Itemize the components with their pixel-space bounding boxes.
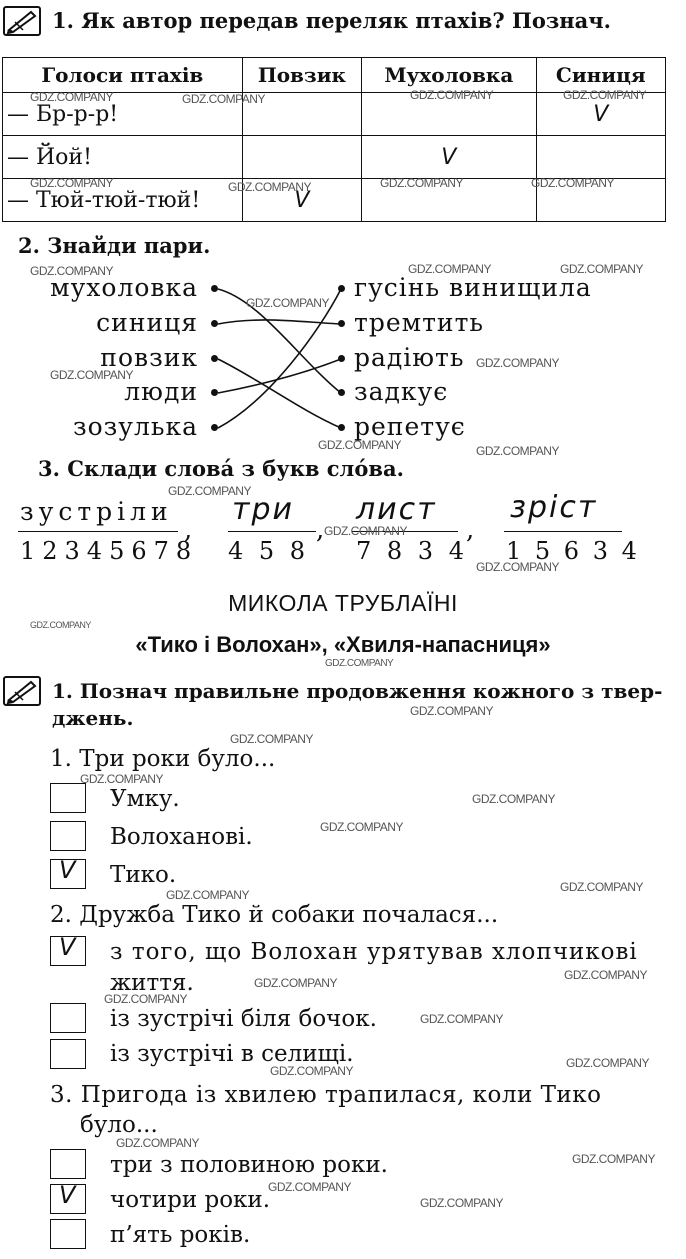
answer-underline [504, 531, 622, 532]
option-text: Волоханові. [110, 824, 253, 850]
checkbox[interactable] [50, 1039, 86, 1069]
watermark: GDZ.COMPANY [476, 444, 559, 458]
watermark: GDZ.COMPANY [228, 180, 311, 194]
checkbox[interactable] [50, 1149, 86, 1179]
checkbox[interactable] [50, 1181, 86, 1214]
watermark: GDZ.COMPANY [50, 368, 133, 382]
answer-word: зріст [510, 490, 598, 525]
question: 3. Пригода із хвилею трапилася, коли Тико [50, 1082, 602, 1108]
right-word: репетує [354, 412, 466, 441]
source-underline [18, 531, 178, 532]
mark-cell[interactable]: V [536, 93, 665, 136]
watermark: GDZ.COMPANY [320, 820, 403, 834]
watermark: GDZ.COMPANY [30, 264, 113, 278]
answer-word: лист [356, 492, 437, 527]
mark-cell[interactable]: V [362, 136, 537, 179]
watermark: GDZ.COMPANY [572, 1152, 655, 1166]
source-word: зустріли [20, 497, 173, 526]
right-word: тремтить [354, 308, 485, 337]
matching-lines [0, 0, 686, 460]
watermark: GDZ.COMPANY [268, 1180, 351, 1194]
option-text: з того, що Волохан урятував хлопчикові [110, 939, 638, 965]
watermark: GDZ.COMPANY [30, 90, 113, 104]
watermark: GDZ.COMPANY [566, 1056, 649, 1070]
task3-title-text: Склади слова́ з букв сло́ва. [67, 456, 404, 481]
watermark: GDZ.COMPANY [182, 92, 265, 106]
check-mark: V [59, 933, 76, 961]
watermark: GDZ.COMPANY [166, 888, 249, 902]
question-cont: було... [80, 1112, 158, 1138]
header-synytsia: Синиця [536, 58, 665, 93]
answer-digits: 4 5 8 [228, 537, 310, 565]
task4-number: 1. [52, 679, 73, 703]
option-text: п’ять років. [110, 1222, 251, 1248]
task3-title [38, 456, 404, 481]
answer-underline [228, 531, 316, 532]
checkbox[interactable] [50, 856, 86, 889]
question: 1. Три роки було... [50, 746, 276, 772]
left-word: синиця [96, 308, 198, 337]
voice-cell: — Йой! [3, 136, 243, 179]
answer-digits: 1 5 6 3 4 [506, 537, 640, 565]
comma: , [184, 515, 193, 545]
voice-cell: — Бр-р-р! [3, 93, 243, 136]
checkbox[interactable] [50, 1219, 86, 1249]
right-word: гусінь винищила [354, 273, 592, 302]
option-text-cont: життя. [110, 970, 194, 996]
watermark: GDZ.COMPANY [408, 262, 491, 276]
answer-word: три [232, 492, 295, 527]
option-text: Тико. [110, 862, 177, 888]
watermark: GDZ.COMPANY [564, 968, 647, 982]
watermark: GDZ.COMPANY [318, 438, 401, 452]
header-voices: Голоси птахів [3, 58, 243, 93]
watermark: GDZ.COMPANY [560, 880, 643, 894]
task1-title-text: Як автор передав переляк птахів? Познач. [81, 8, 611, 33]
comma: , [466, 515, 475, 545]
header-povzyk: Повзик [242, 58, 361, 93]
source-digits: 12345678 [20, 537, 199, 565]
right-word: радіють [354, 343, 465, 372]
checkbox[interactable] [50, 821, 86, 851]
watermark: GDZ.COMPANY [104, 992, 187, 1006]
left-word: повзик [100, 343, 198, 372]
option-text: три з половиною роки. [110, 1152, 388, 1178]
watermark: GDZ.COMPANY [476, 356, 559, 370]
checkbox[interactable] [50, 783, 86, 813]
left-word: люди [124, 377, 198, 406]
mark-cell[interactable]: V [242, 179, 361, 222]
watermark: GDZ.COMPANY [325, 658, 394, 669]
watermark: GDZ.COMPANY [420, 1012, 503, 1026]
watermark: GDZ.COMPANY [472, 792, 555, 806]
author-heading: МИКОЛА ТРУБЛАЇНІ [228, 590, 458, 616]
question: 2. Дружба Тико й собаки почалася... [50, 902, 499, 928]
option-text: чотири роки. [110, 1187, 271, 1213]
left-word: мухоловка [50, 273, 198, 302]
checkbox[interactable] [50, 933, 86, 966]
task4-title [52, 679, 662, 703]
watermark: GDZ.COMPANY [410, 88, 493, 102]
answer-digits: 7 8 3 4 [356, 537, 468, 565]
task2-number: 2. [18, 233, 40, 258]
checkbox[interactable] [50, 1003, 86, 1033]
match-line [218, 359, 341, 428]
watermark: GDZ.COMPANY [563, 88, 646, 102]
header-mukholovka: Мухоловка [362, 58, 537, 93]
watermark: GDZ.COMPANY [410, 704, 493, 718]
option-text: із зустрічі в селищі. [110, 1041, 354, 1067]
watermark: GDZ.COMPANY [230, 732, 313, 746]
comma: , [316, 515, 325, 545]
watermark: GDZ.COMPANY [380, 176, 463, 190]
right-word: задкує [354, 377, 449, 406]
watermark: GDZ.COMPANY [30, 176, 113, 190]
watermark: GDZ.COMPANY [168, 484, 251, 498]
watermark: GDZ.COMPANY [30, 620, 91, 630]
watermark: GDZ.COMPANY [116, 1136, 199, 1150]
task3-number: 3. [38, 456, 60, 481]
works-heading: «Тико і Волохан», «Хвиля-напасниця» [135, 632, 551, 657]
watermark: GDZ.COMPANY [270, 1064, 353, 1078]
watermark: GDZ.COMPANY [80, 772, 163, 786]
task4-title-line1: Познач правильне продовження кожного з твер- [79, 679, 663, 703]
watermark: GDZ.COMPANY [420, 1196, 503, 1210]
option-text: із зустрічі біля бочок. [110, 1006, 377, 1032]
watermark: GDZ.COMPANY [531, 176, 614, 190]
check-mark: V [59, 1181, 76, 1209]
watermark: GDZ.COMPANY [246, 296, 329, 310]
left-word: зозулька [72, 412, 198, 441]
pencil-icon [3, 676, 41, 706]
voice-cell: — Тюй-тюй-тюй! [3, 179, 243, 222]
option-text: Умку. [110, 786, 180, 812]
task1-number: 1. [52, 8, 74, 33]
check-mark: V [59, 856, 76, 884]
watermark: GDZ.COMPANY [560, 262, 643, 276]
watermark: GDZ.COMPANY [324, 524, 407, 538]
watermark: GDZ.COMPANY [254, 976, 337, 990]
task2-title-text: Знайди пари. [47, 233, 211, 258]
task4-title-line2: джень. [52, 706, 134, 730]
watermark: GDZ.COMPANY [476, 560, 559, 574]
